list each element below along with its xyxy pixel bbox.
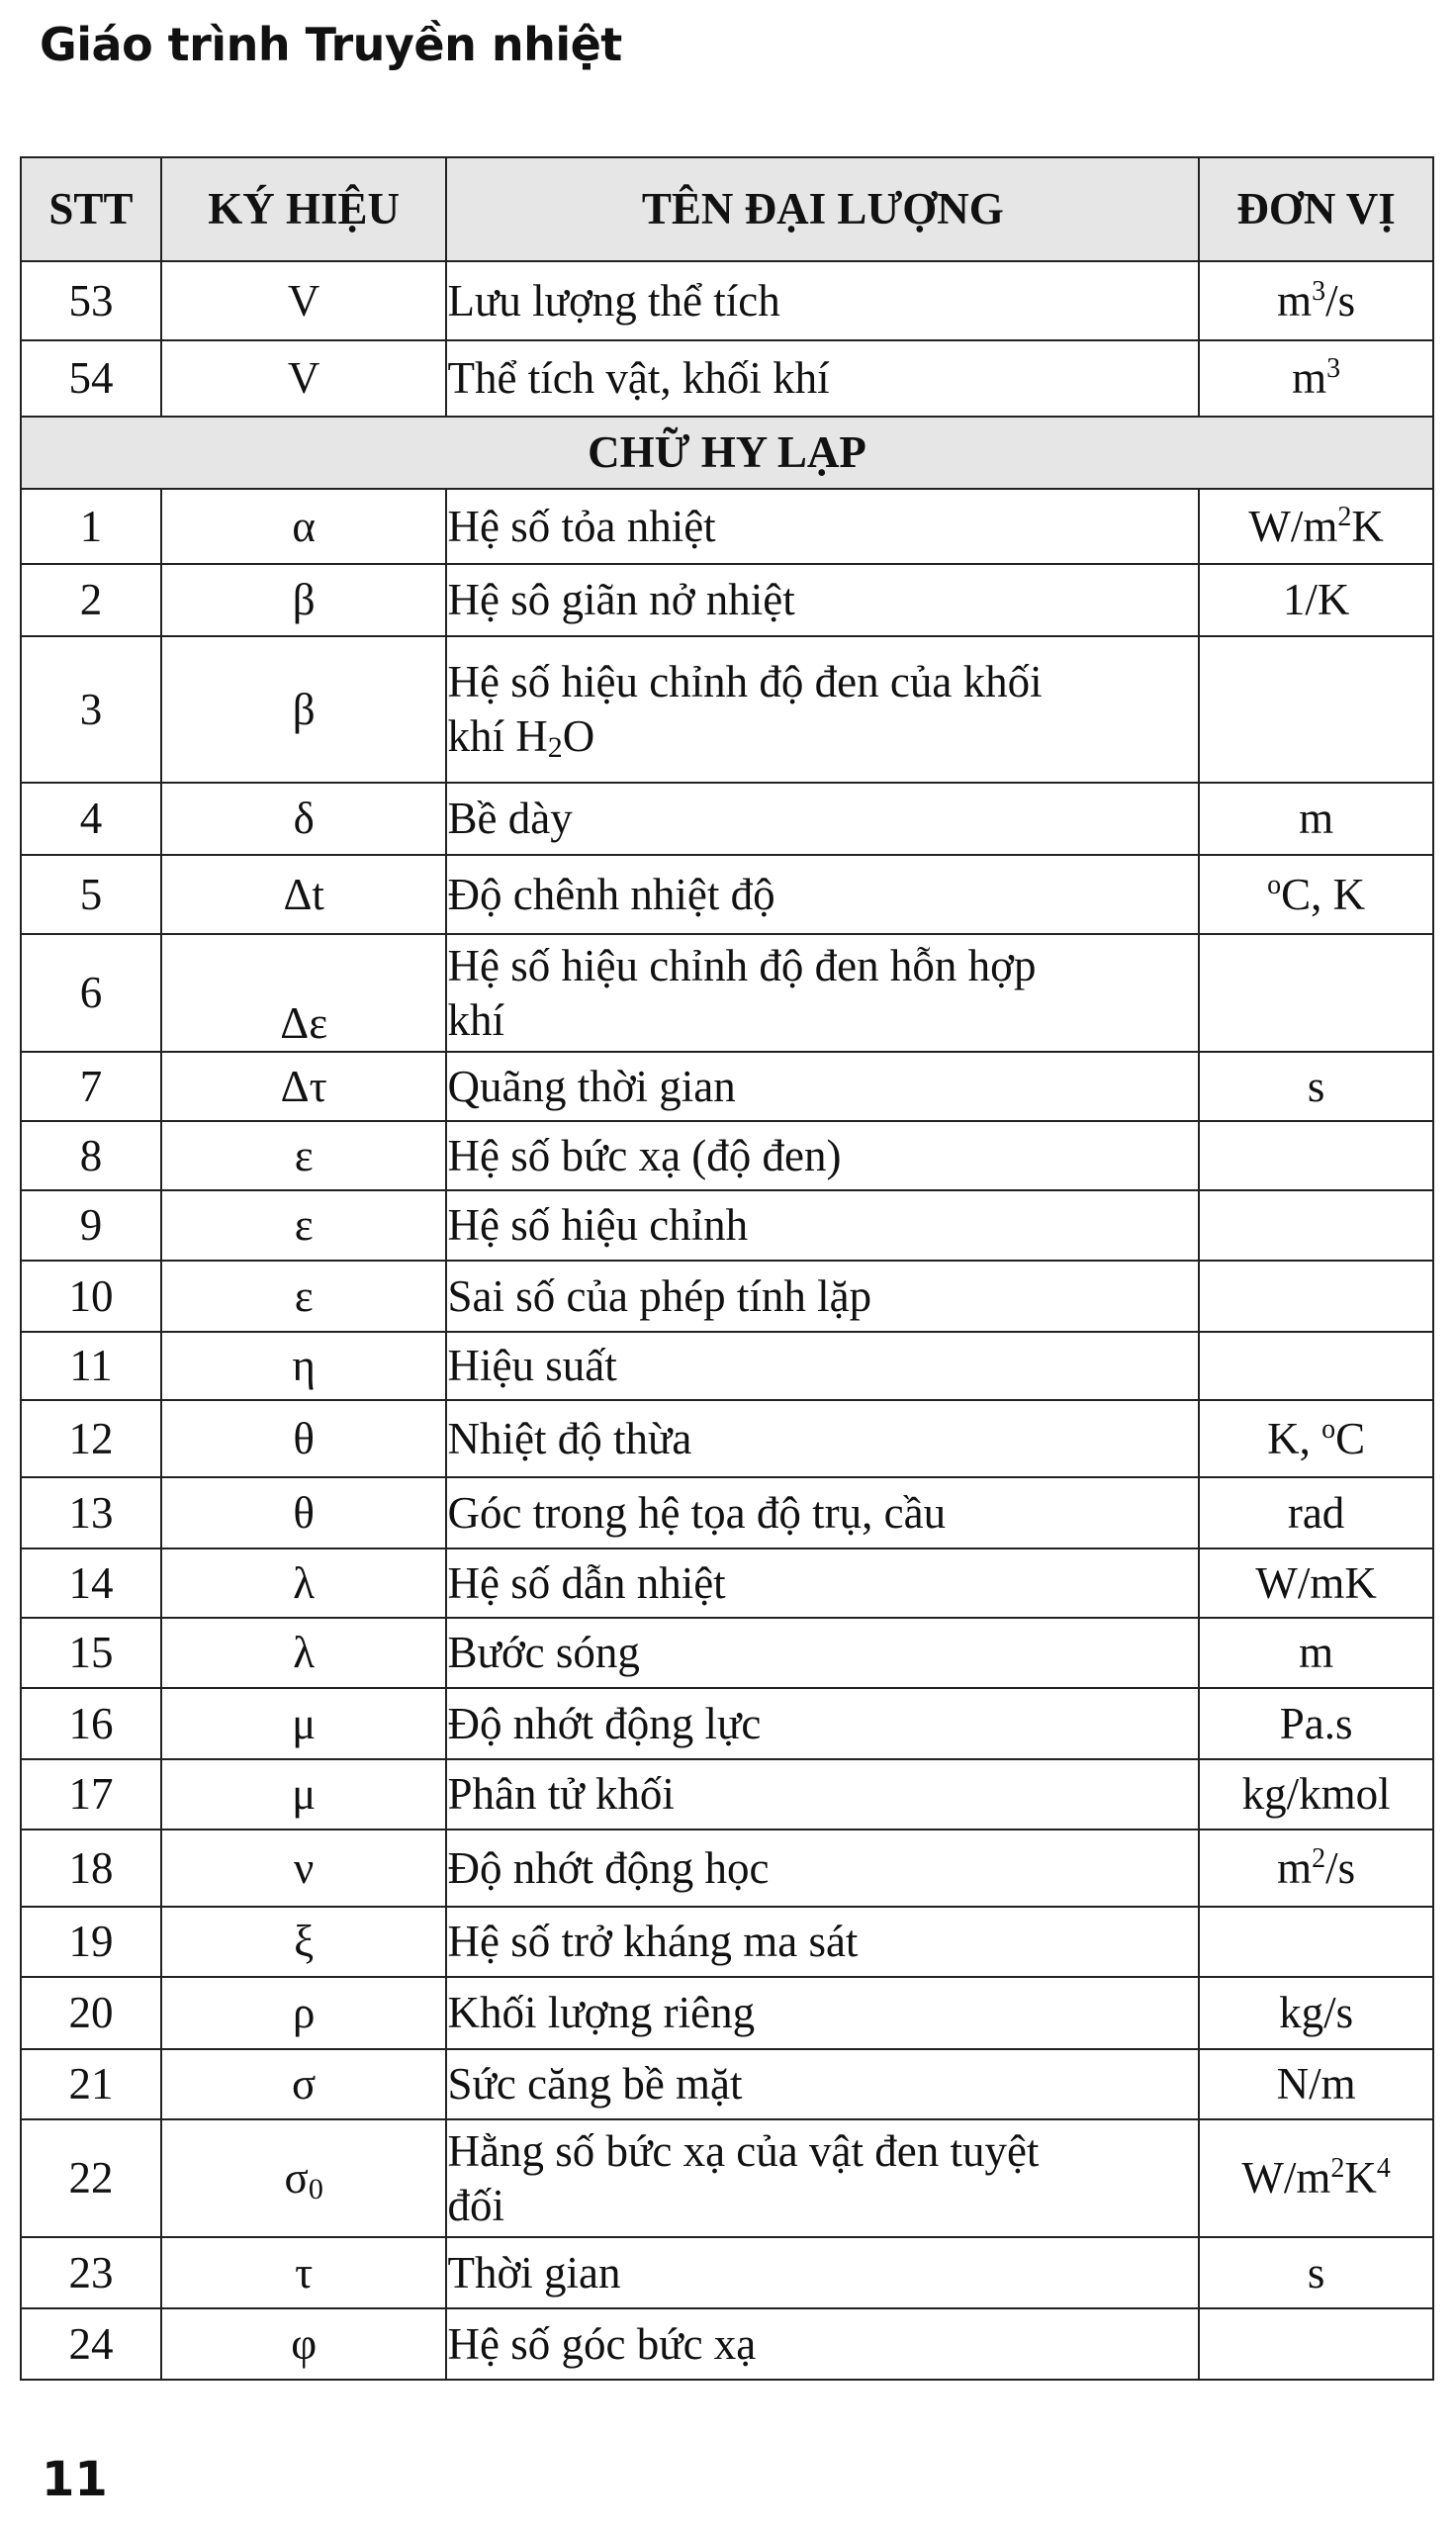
cell-name: Hệ sô giãn nở nhiệt [446,564,1199,636]
cell-name: Hệ số hiệu chỉnh độ đen của khối khí $H_2O$ [446,636,1199,783]
cell-stt: 1 [21,489,161,564]
cell-stt: 23 [21,2237,161,2308]
cell-stt: 4 [21,783,161,855]
cell-unit: $m^3$ [1199,340,1433,417]
section-row [21,417,1433,489]
table-row [21,636,1433,783]
cell-symbol: ξ [161,1907,447,1977]
table-row [21,1548,1433,1618]
cell-symbol: V [161,340,447,417]
table-row [21,1907,1433,1977]
cell-stt: 2 [21,564,161,636]
cell-unit: m [1199,783,1433,855]
cell-symbol: θ [161,1477,447,1548]
cell-name: Hệ số bức xạ (độ đen) [446,1121,1199,1190]
cell-unit: Pa.s [1199,1688,1433,1759]
table-row [21,1477,1433,1548]
cell-symbol: V [161,261,447,340]
cell-unit: 1/K [1199,564,1433,636]
cell-name: Khối lượng riêng [446,1977,1199,2049]
section-title: CHỮ HY LẠP [21,417,1433,489]
table-row [21,1332,1433,1400]
table-row [21,1759,1433,1829]
cell-stt: 14 [21,1548,161,1618]
cell-name: Hệ số trở kháng ma sát [446,1907,1199,1977]
cell-stt: 12 [21,1400,161,1477]
cell-stt: 15 [21,1618,161,1688]
table-row [21,1829,1433,1907]
cell-stt: 16 [21,1688,161,1759]
cell-stt: 22 [21,2119,161,2237]
cell-unit [1199,1121,1433,1190]
cell-name: Lưu lượng thể tích [446,261,1199,340]
cell-stt: 53 [21,261,161,340]
cell-symbol: τ [161,2237,447,2308]
table-header-row [21,157,1433,261]
running-header: Giáo trình Truyền nhiệt [40,18,622,71]
cell-stt: 54 [21,340,161,417]
cell-name: Hệ số dẫn nhiệt [446,1548,1199,1618]
cell-unit [1199,1332,1433,1400]
cell-name: Bước sóng [446,1618,1199,1688]
cell-unit: rad [1199,1477,1433,1548]
cell-stt: 7 [21,1052,161,1121]
cell-symbol: λ [161,1618,447,1688]
cell-stt: 6 [21,934,161,1052]
cell-name: Nhiệt độ thừa [446,1400,1199,1477]
cell-symbol: Δτ [161,1052,447,1121]
table-row [21,934,1433,1052]
cell-name: Hệ số tỏa nhiệt [446,489,1199,564]
cell-symbol: δ [161,783,447,855]
cell-stt: 17 [21,1759,161,1829]
cell-name: Độ nhớt động học [446,1829,1199,1907]
cell-unit: kg/kmol [1199,1759,1433,1829]
symbol-table [20,156,1434,2381]
cell-symbol: ρ [161,1977,447,2049]
cell-symbol: η [161,1332,447,1400]
table-row [21,2237,1433,2308]
table-row [21,855,1433,934]
cell-unit: $W/m^2K$ [1199,489,1433,564]
table-row [21,1121,1433,1190]
cell-unit [1199,1261,1433,1332]
cell-unit: $W/m^2K^4$ [1199,2119,1433,2237]
cell-name: Độ chênh nhiệt độ [446,855,1199,934]
col-header-name: TÊN ĐẠI LƯỢNG [446,157,1199,261]
table-row [21,1618,1433,1688]
cell-name: Sức căng bề mặt [446,2049,1199,2119]
cell-name: Độ nhớt động lực [446,1688,1199,1759]
cell-symbol: σ [161,2049,447,2119]
cell-name: Phân tử khối [446,1759,1199,1829]
cell-name: Hệ số hiệu chỉnh [446,1190,1199,1261]
cell-stt: 19 [21,1907,161,1977]
cell-unit: $m^3/s$ [1199,261,1433,340]
cell-symbol: α [161,489,447,564]
table-row [21,2049,1433,2119]
cell-symbol: ε [161,1261,447,1332]
cell-symbol: φ [161,2308,447,2380]
table-row [21,2119,1433,2237]
cell-stt: 10 [21,1261,161,1332]
cell-stt: 8 [21,1121,161,1190]
cell-symbol: Δt [161,855,447,934]
cell-unit: kg/s [1199,1977,1433,2049]
cell-unit: m [1199,1618,1433,1688]
cell-symbol: $\sigma_0$ [161,2119,447,2237]
cell-unit [1199,934,1433,1052]
cell-name: Quãng thời gian [446,1052,1199,1121]
table-row [21,2308,1433,2380]
cell-name: Góc trong hệ tọa độ trụ, cầu [446,1477,1199,1548]
page-number: 11 [42,2452,108,2507]
cell-symbol: Δε [161,934,447,1052]
table-row [21,1052,1433,1121]
table-row [21,489,1433,564]
cell-unit [1199,636,1433,783]
cell-name: Thời gian [446,2237,1199,2308]
cell-name: Hệ số hiệu chỉnh độ đen hỗn hợp khí [446,934,1199,1052]
cell-symbol: λ [161,1548,447,1618]
cell-name: Hệ số góc bức xạ [446,2308,1199,2380]
table-row [21,340,1433,417]
cell-unit: $^o$C, K [1199,855,1433,934]
cell-name: Hiệu suất [446,1332,1199,1400]
cell-name: Hằng số bức xạ của vật đen tuyệt đối [446,2119,1199,2237]
cell-stt: 3 [21,636,161,783]
cell-symbol: ν [161,1829,447,1907]
table-row [21,564,1433,636]
cell-stt: 18 [21,1829,161,1907]
col-header-symbol: KÝ HIỆU [161,157,447,261]
cell-unit: $m^2/s$ [1199,1829,1433,1907]
table-row [21,261,1433,340]
cell-symbol: ε [161,1190,447,1261]
cell-stt: 21 [21,2049,161,2119]
cell-unit [1199,1190,1433,1261]
cell-stt: 13 [21,1477,161,1548]
cell-unit [1199,2308,1433,2380]
cell-symbol: μ [161,1759,447,1829]
cell-name: Bề dày [446,783,1199,855]
cell-unit: K, $^o$C [1199,1400,1433,1477]
cell-symbol: β [161,564,447,636]
table-row [21,1190,1433,1261]
cell-unit: s [1199,1052,1433,1121]
cell-stt: 9 [21,1190,161,1261]
table-row [21,1977,1433,2049]
cell-symbol: ε [161,1121,447,1190]
table-row [21,783,1433,855]
cell-symbol: β [161,636,447,783]
col-header-stt: STT [21,157,161,261]
col-header-unit: ĐƠN VỊ [1199,157,1433,261]
table-row [21,1261,1433,1332]
cell-unit: W/mK [1199,1548,1433,1618]
cell-stt: 24 [21,2308,161,2380]
cell-stt: 5 [21,855,161,934]
cell-name: Thể tích vật, khối khí [446,340,1199,417]
table-row [21,1400,1433,1477]
cell-unit: s [1199,2237,1433,2308]
cell-stt: 11 [21,1332,161,1400]
cell-unit [1199,1907,1433,1977]
cell-name: Sai số của phép tính lặp [446,1261,1199,1332]
cell-symbol: μ [161,1688,447,1759]
cell-unit: N/m [1199,2049,1433,2119]
table-row [21,1688,1433,1759]
cell-symbol: θ [161,1400,447,1477]
cell-stt: 20 [21,1977,161,2049]
